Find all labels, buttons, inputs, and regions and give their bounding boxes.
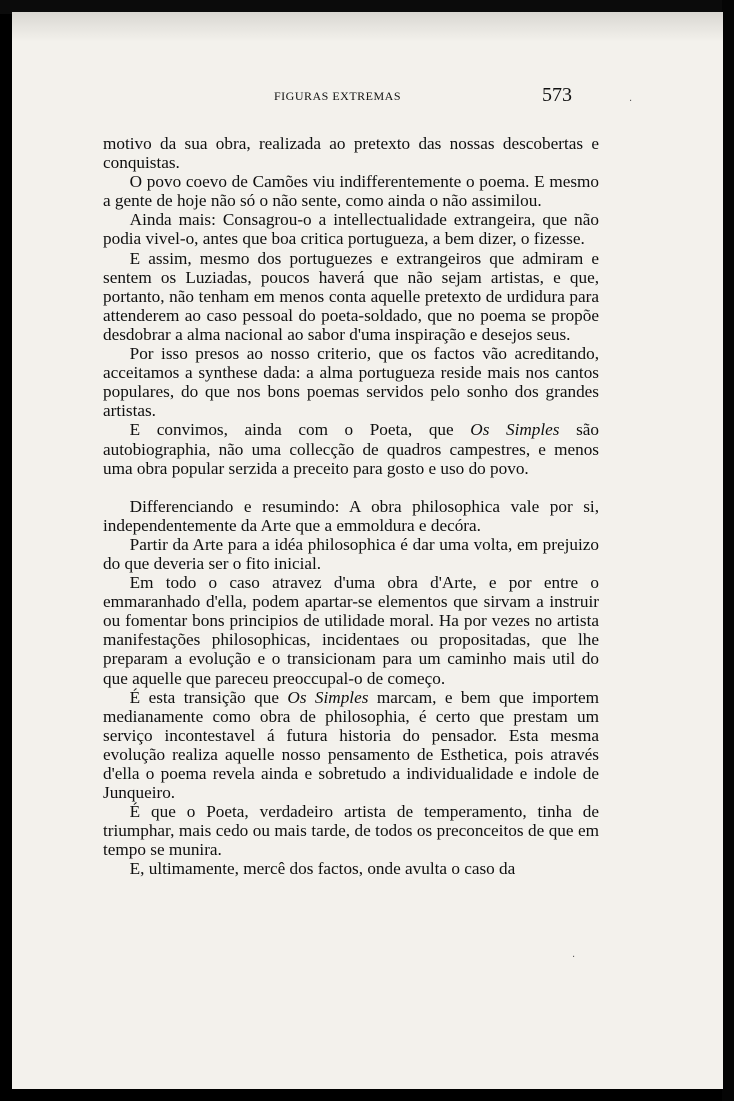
- paragraph-4: E assim, mesmo dos portuguezes e extrangeiros que admiram e sentem os Luziadas, poucos haverá que não sejam artistas, e que, portanto, não tenham em menos conta aquelle pretexto de urdidura para attenderem ao caso pessoal do poeta-soldado, que no poema se propõe desdobrar a alma nacional ao sabor d'uma inspiração e desejos seus.: [103, 248, 599, 344]
- scan-speck: ·: [629, 96, 633, 107]
- paragraph-1: motivo da sua obra, realizada ao pretexto das nossas descobertas e conquistas.: [103, 134, 599, 173]
- paragraph-9: Em todo o caso atravez d'uma obra d'Arte, e por entre o emmaranhado d'ella, podem apartar-se elementos que sirvam a instruir ou fomentar bons principios de utilidade moral. Ha por vezes no artista manifestações philosophicas, incidentaes ou propositadas, que lhe preparam a evolução e o transicionam para um caminho mais util do que aquelle que pareceu preoccupal-o de começo.: [103, 573, 599, 688]
- section-break: [103, 478, 599, 497]
- book-page: [12, 12, 723, 1089]
- running-title: FIGURAS EXTREMAS: [274, 89, 402, 103]
- paragraph-2: O povo coevo de Camões viu indifferentemente o poema. E mesmo a gente de hoje não só o não sente, como ainda o não assimilou.: [103, 172, 599, 211]
- scan-speck: ·: [572, 952, 576, 963]
- paragraph-11: É que o Poeta, verdadeiro artista de temperamento, tinha de triumphar, mais cedo ou mais tarde, de todos os preconceitos de que em tempo se munira.: [103, 802, 599, 860]
- book-title-italic: Os Simples: [470, 420, 560, 440]
- paragraph-10: [103, 688, 599, 803]
- paragraph-6: [103, 420, 599, 477]
- paragraph-7: Differenciando e resumindo: A obra philosophica vale por si, independentemente da Arte que a emmoldura e decóra.: [103, 496, 599, 535]
- paragraph-3: Ainda mais: Consagrou-o a intellectualidade extrangeira, que não podia vivel-o, antes que boa critica portugueza, a bem dizer, o fizesse.: [103, 210, 599, 249]
- paragraph-8: Partir da Arte para a idéa philosophica é dar uma volta, em prejuizo do que deveria ser o fito inicial.: [103, 534, 599, 573]
- book-title-italic: Os Simples: [287, 687, 369, 707]
- page-number: 573: [542, 84, 572, 106]
- paragraph-12: E, ultimamente, mercê dos factos, onde avulta o caso da: [129, 859, 516, 879]
- scan-border-right: [722, 0, 734, 1101]
- paragraph-5: Por isso presos ao nosso criterio, que os factos vão acreditando, acceitamos a synthese dada: a alma portugueza reside mais nos cantos populares, do que nos bons poemas servidos pelo sonho dos grandes artistas.: [103, 344, 599, 421]
- paragraph-10-start: É esta transição que: [129, 687, 288, 707]
- paragraph-6-start: E convimos, ainda com o Poeta, que: [129, 420, 471, 440]
- body-text: [103, 134, 599, 879]
- paragraph-6-end: são autobiographia, não uma collecção de quadros campestres, e menos uma obra popular serzida a preceito para gosto e uso do povo.: [103, 420, 599, 478]
- paragraph-10-end: marcam, e bem que importem medianamente como obra de philosophia, é certo que prestam um serviço incontestavel á futura historia do pensador. Esta mesma evolução realiza aquelle nosso pensamento de Esthetica, pois através d'ella o poema revela ainda e sobretudo a individualidade e indole de Junqueiro.: [103, 687, 600, 803]
